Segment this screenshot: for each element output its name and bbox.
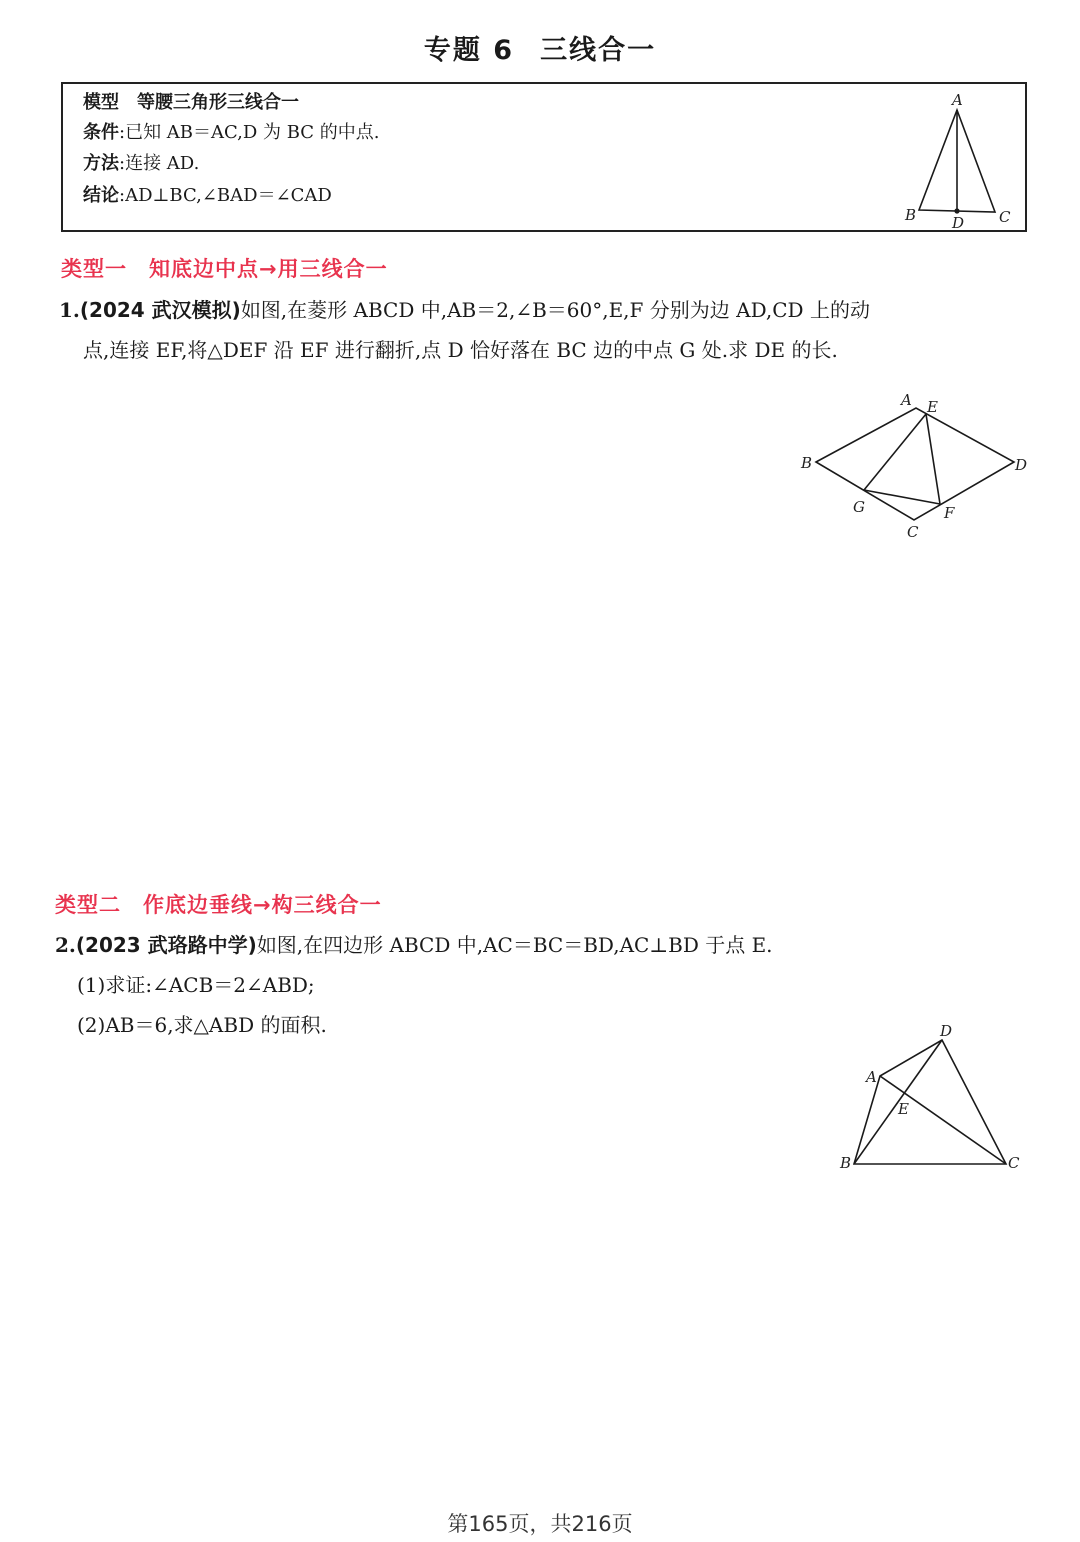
model-label: 模型	[83, 92, 119, 113]
problem2-number: 2.	[55, 933, 76, 957]
conclusion-label: 结论	[83, 185, 119, 206]
label-f: F	[944, 504, 955, 522]
title-sub: 三线合一	[540, 35, 657, 66]
model-box	[61, 82, 1027, 232]
section-type-2	[55, 889, 382, 919]
quadrilateral-figure	[830, 1018, 1030, 1178]
segment-eg	[864, 414, 926, 490]
title-main: 专题 6	[423, 35, 515, 66]
problem-2	[55, 925, 773, 1045]
problem2-line1	[55, 925, 773, 965]
condition-line	[83, 122, 380, 144]
label-e: E	[898, 1100, 909, 1118]
point-d	[954, 208, 959, 213]
label-a: A	[901, 391, 912, 409]
problem2-source: (2023 武珞路中学)	[75, 933, 257, 957]
problem1-text1: 如图,在菱形 ABCD 中,AB＝2,∠B＝60°,E,F 分别为边 AD,CD 上的动	[240, 298, 870, 322]
label-c: C	[907, 523, 919, 541]
label-a: A	[866, 1068, 877, 1086]
label-a: A	[952, 91, 963, 109]
label-d: D	[940, 1022, 953, 1040]
problem2-part2: (2)AB＝6,求△ABD 的面积.	[77, 1013, 327, 1037]
section1-label: 类型一	[61, 257, 127, 281]
segment-ef	[926, 414, 940, 504]
label-b: B	[905, 206, 917, 224]
isosceles-triangle-figure	[895, 88, 1019, 230]
method-label: 方法	[83, 153, 119, 174]
problem1-line2: 点,连接 EF,将△DEF 沿 EF 进行翻折,点 D 恰好落在 BC 边的中点 G 处.求 DE 的长.	[83, 338, 838, 362]
problem-1	[59, 290, 870, 370]
rhombus-figure	[790, 386, 1040, 546]
label-c: C	[1008, 1154, 1020, 1172]
method-text: :连接 AD.	[119, 153, 200, 174]
rhombus-abcd	[816, 408, 1014, 520]
label-e: E	[927, 398, 938, 416]
problem2-text1: 如图,在四边形 ABCD 中,AC＝BC＝BD,AC⊥BD 于点 E.	[256, 933, 773, 957]
conclusion-line	[83, 185, 332, 207]
label-d: D	[1015, 456, 1028, 474]
section1-title: 知底边中点→用三线合一	[149, 257, 388, 281]
problem2-part1: (1)求证:∠ACB＝2∠ABD;	[77, 973, 315, 997]
diagonal-ac	[880, 1076, 1006, 1164]
label-b: B	[801, 454, 813, 472]
conclusion-text: :AD⊥BC,∠BAD＝∠CAD	[119, 185, 332, 206]
section-type-1	[61, 253, 388, 283]
quadrilateral-abcd	[854, 1040, 1006, 1164]
section2-title: 作底边垂线→构三线合一	[143, 893, 382, 917]
method-line	[83, 153, 199, 175]
problem1-number: 1.	[59, 298, 80, 322]
problem1-source: (2024 武汉模拟)	[79, 298, 241, 322]
section2-label: 类型二	[55, 893, 121, 917]
model-text: 等腰三角形三线合一	[137, 92, 299, 113]
model-line	[83, 92, 299, 114]
label-c: C	[999, 208, 1011, 226]
label-b: B	[840, 1154, 852, 1172]
page-counter: 第165页，共216页	[447, 1512, 633, 1536]
problem1-line1	[59, 290, 870, 330]
label-d: D	[952, 214, 965, 230]
condition-label: 条件	[83, 122, 119, 143]
page-title	[0, 28, 1080, 67]
label-g: G	[853, 498, 865, 516]
condition-text: :已知 AB＝AC,D 为 BC 的中点.	[119, 122, 380, 143]
